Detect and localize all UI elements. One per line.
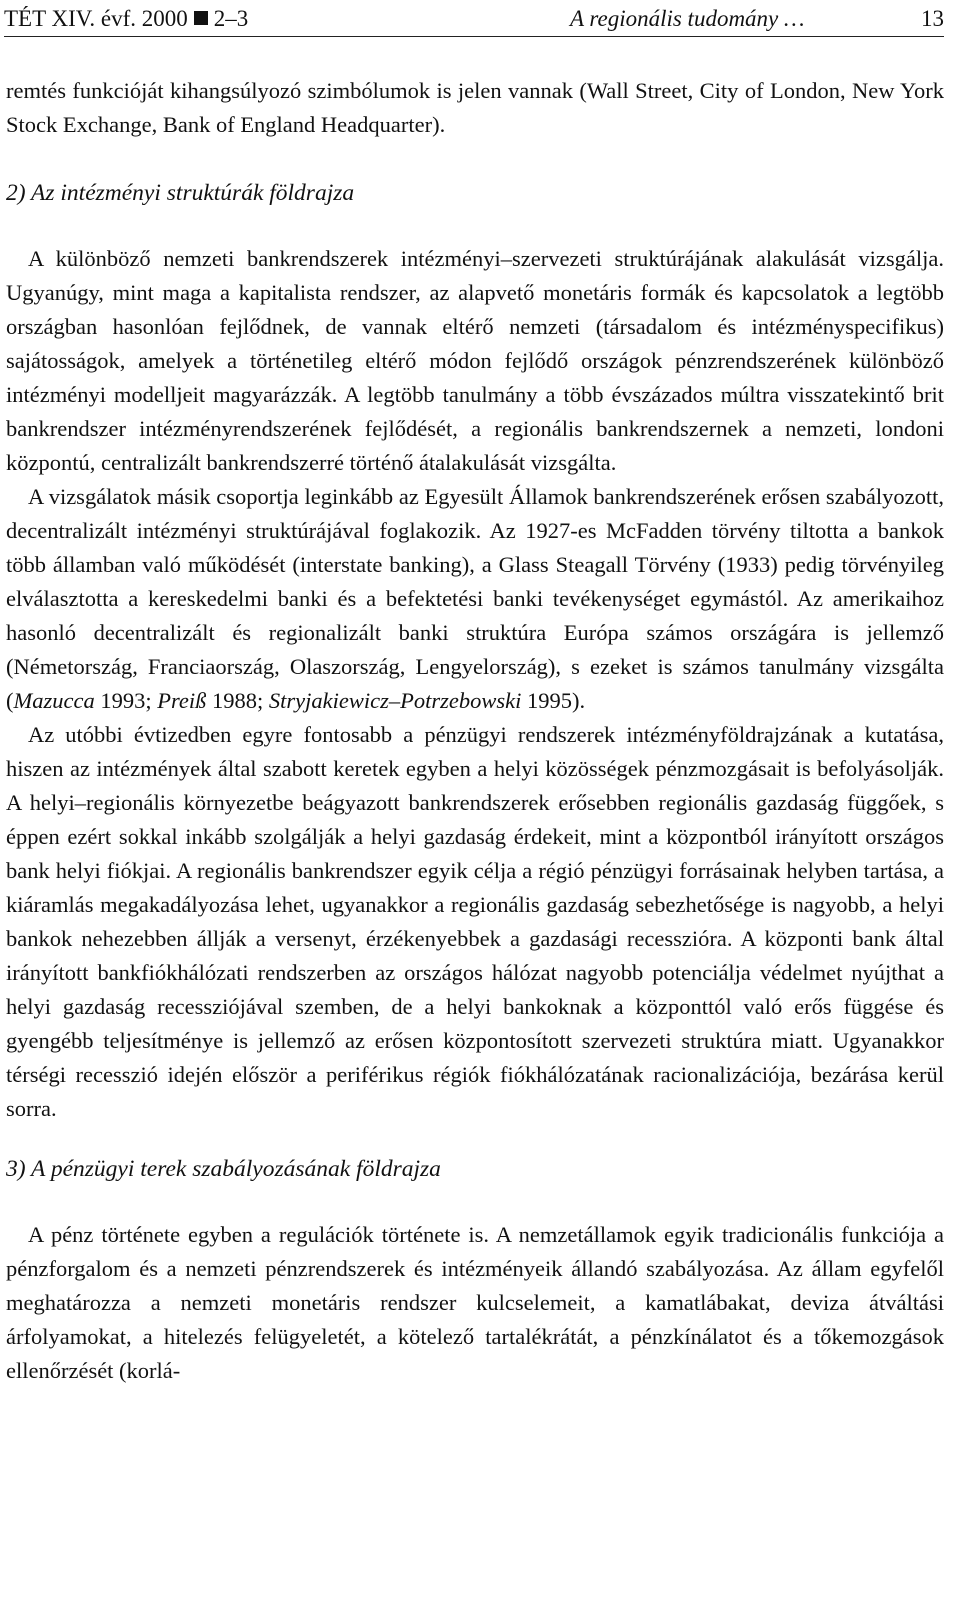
page-number: 13	[921, 6, 944, 31]
citation-author: Mazucca	[13, 688, 95, 713]
paragraph-text: A vizsgálatok másik csoportja leginkább az Egyesült Államok bankrendszerének erősen szabályozott, decentralizált intézményi struktúrájával foglakozik. Az 1927-es McFadden törvény tiltotta a bankok több államban való működését (interstate banking), a Glass Steagall Törvény (1933) pedig törvényileg elválasztotta a kereskedelmi banki és a befektetési banki tevékenységet egymástól. Az amerikaihoz hasonló decentralizált és regionalizált banki struktúra Európa számos országára is jellemző (Németország, Franciaország, Olaszország, Lengyelország), s ezeket is számos tanulmány vizsgálta (	[6, 484, 944, 713]
paragraph-regional-banking: Az utóbbi évtizedben egyre fontosabb a pénzügyi rendszerek intézményföldrajzának a kutatása, hiszen az intézmények által szabott keretek egyben a helyi közösségek pénzmozgásait is befolyásolják. A helyi–regionális környezetbe beágyazott bankrendszerek erősebben regionális gazdaság függőek, s éppen ezért sokkal inkább szolgálják a helyi gazdaság érdekeit, mint a központból irányított országos bank helyi fiókjai. A regionális bankrendszer egyik célja a régió pénzügyi forrásainak helyben tartása, a kiáramlás megakadályozása lehet, ugyanakkor a regionális gazdaság sebezhetősége is nagyobb, a helyi bankok nehezebben állják a versenyt, érzékenyebbek a gazdasági recesszióra. A központi bank által irányított bankfiókhálózati rendszerben az országos hálózat nagyobb potenciálja védelmet nyújthat a helyi gazdaság recessziójával szemben, de a helyi bankoknak a központtól való erős függése és gyengébb teljesítménye is jellemző az erősen központosított szervezeti struktúra miatt. Ugyanakkor térségi recesszió idején először a periférikus régiók fiókhálózatának racionalizációja, bezárása kerül sorra.	[6, 722, 944, 1121]
page-body	[6, 74, 944, 1388]
paragraph-institutional-structures: A különböző nemzeti bankrendszerek intézményi–szervezeti struktúrájának alakulását vizsgálja. Ugyanúgy, mint maga a kapitalista rendszer, az alapvető monetáris formák és kapcsolatok a legtöbb országban hasonlóan fejlődnek, de vannak eltérő nemzeti (társadalom és intézményspecifikus) sajátosságok, amelyek a történetileg eltérő módon fejlődő országok pénzrendszerének különböző intézményi modelljeit magyarázzák. A legtöbb tanulmány a több évszázados múltra visszatekintő brit bankrendszer intézményrendszerének fejlődését, a regionális bankrendszernek a nemzeti, londoni központú, centralizált bankrendszerré történő átalakulását vizsgálta.	[6, 246, 944, 475]
paragraph-regulation: A pénz története egyben a regulációk története is. A nemzetállamok egyik tradicionális funkciója a pénzforgalom és a nemzeti pénzrendszerek és intézményeik állandó szabályozása. Az állam egyfelől meghatározza a nemzeti monetáris rendszer kulcselemeit, a kamatlábakat, deviza átváltási árfolyamokat, a hitelezés felügyeletét, a kötelező tartalékrátát, a pénzkínálatot és a tőkemozgások ellenőrzését (korlá-	[6, 1222, 944, 1383]
citation-year: 1993;	[94, 688, 158, 713]
citation-year: 1995).	[521, 688, 586, 713]
running-header	[4, 2, 944, 37]
header-issue: 2–3	[213, 6, 249, 31]
header-journal-info	[4, 2, 248, 36]
citation-author: Stryjakiewicz–Potrzebowski	[268, 688, 522, 713]
paragraph-us-banking	[6, 480, 944, 718]
citation-author: Preiß	[157, 688, 207, 713]
square-bullet-icon	[194, 11, 208, 25]
header-journal-volume: TÉT XIV. évf. 2000	[4, 6, 188, 31]
section-heading-3: 3) A pénzügyi terek szabályozásának földrajza	[6, 1156, 441, 1182]
header-article-title: A regionális tudomány …	[570, 6, 805, 31]
citation-year: 1988;	[206, 688, 269, 713]
section-heading-2: 2) Az intézményi struktúrák földrajza	[6, 180, 355, 206]
paragraph-continuation: remtés funkcióját kihangsúlyozó szimbólumok is jelen vannak (Wall Street, City of London, New York Stock Exchange, Bank of England Headquarter).	[6, 78, 944, 137]
